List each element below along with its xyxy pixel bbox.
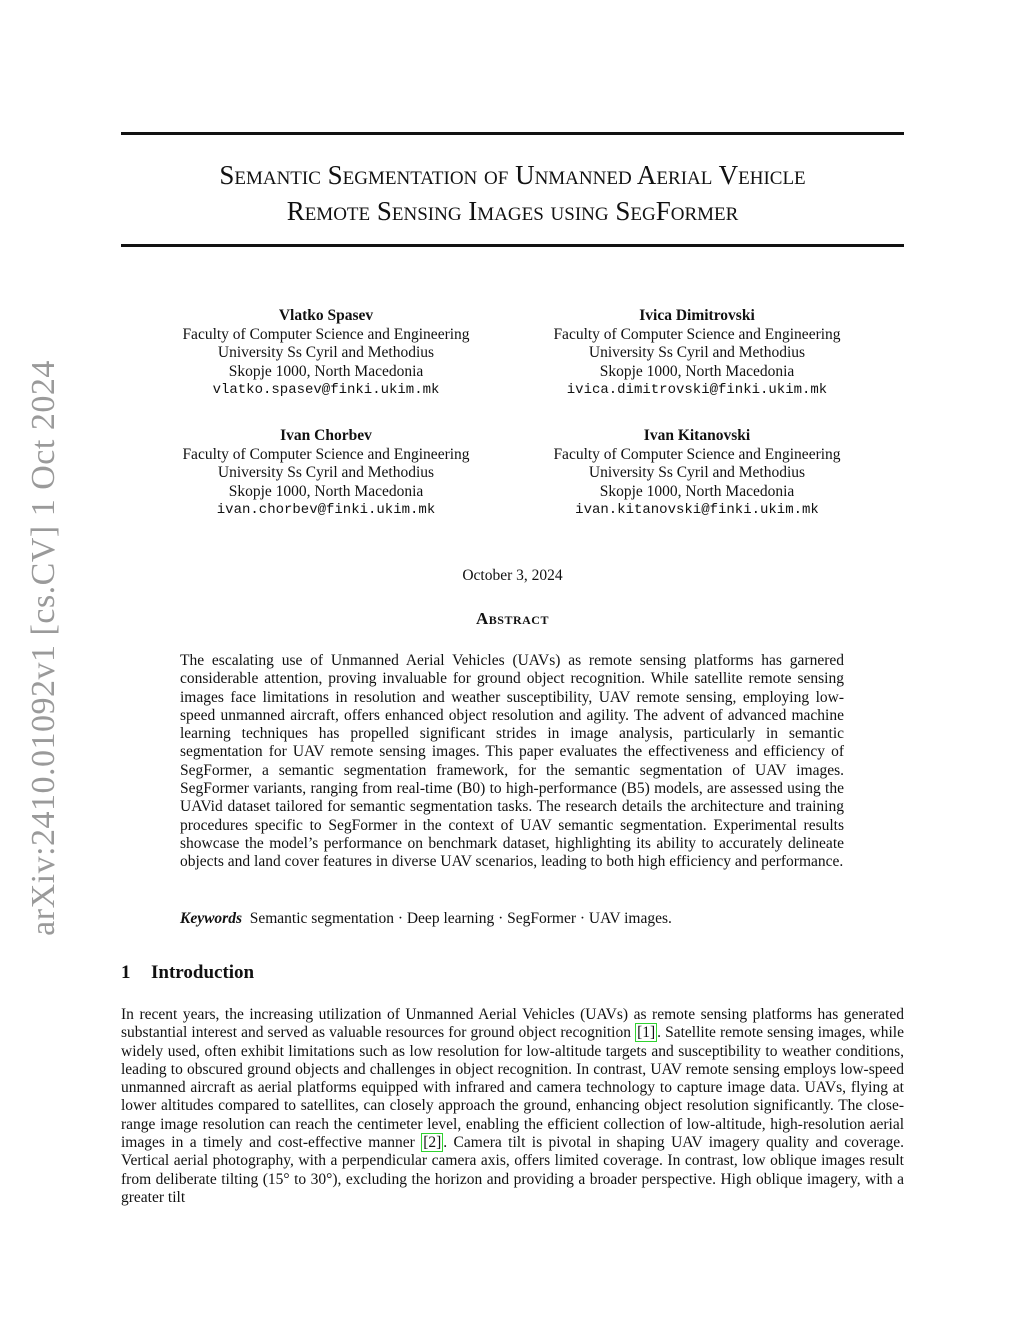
title-rule-top — [121, 132, 904, 135]
author-university: University Ss Cyril and Methodius — [217, 464, 435, 481]
title-rule-bottom — [121, 244, 904, 247]
intro-text-part-1: In recent years, the increasing utilization of Unmanned Aerial Vehicles (UAVs) as remote sensing platforms has generated substantial interest and served as valuable resources for ground object recognition — [121, 1006, 904, 1042]
author-block — [517, 307, 877, 400]
author-block — [146, 307, 506, 400]
author-city: Skopje 1000, North Macedonia — [599, 362, 795, 380]
section-heading — [121, 962, 254, 984]
author-email[interactable]: ivan.kitanovski@finki.ukim.mk — [575, 502, 819, 518]
intro-text-part-2: . Satellite remote sensing images, while widely used, often exhibit limitations such as low resolution for low-altitude targets and susceptibility to weather conditions, leading to obscured ground objects and challenges in object recognition. In contrast, UAV remote sensing employs low-speed unmanned aircraft as aerial platforms equipped with infrared and camera technology to capture image data. UAVs, flying at lower altitudes compared to satellites, can closely approach the ground, enhancing object resolution significantly. The close-range image resolution can reach the centimeter level, enabling the efficient collection of low-altitude, high-resolution aerial images in a timely and cost-effective manner — [121, 1024, 904, 1152]
publication-date: October 3, 2024 — [462, 567, 563, 584]
author-university: University Ss Cyril and Methodius — [217, 344, 435, 361]
paper-title — [121, 157, 904, 229]
author-affiliation: Faculty of Computer Science and Engineering — [182, 445, 470, 463]
citation-link[interactable]: [1] — [637, 1024, 656, 1042]
author-affiliation: Faculty of Computer Science and Engineering — [553, 445, 841, 463]
author-email[interactable]: ivan.chorbev@finki.ukim.mk — [216, 502, 436, 518]
abstract-heading: Abstract — [476, 609, 549, 628]
keywords-label: Keywords — [180, 910, 242, 927]
author-city: Skopje 1000, North Macedonia — [228, 362, 424, 380]
author-university: University Ss Cyril and Methodius — [588, 344, 806, 361]
intro-text-part-3: . Camera tilt is pivotal in shaping UAV imagery quality and coverage. Vertical aerial photography, with a perpendicular camera axis, offers limited coverage. In contrast, low oblique images result from deliberate tilting (15° to 30°), excluding the horizon and providing a broader perspective. High oblique imagery, with a greater tilt — [121, 1134, 905, 1206]
keywords-line — [180, 910, 844, 928]
keywords-text: Semantic segmentation · Deep learning · SegFormer · UAV images. — [249, 910, 672, 927]
author-block — [146, 427, 506, 520]
author-name: Ivica Dimitrovski — [639, 307, 755, 324]
author-university: University Ss Cyril and Methodius — [588, 464, 806, 481]
title-line-1: Semantic Segmentation of Unmanned Aerial Vehicle — [219, 160, 806, 190]
citation-link[interactable]: [2] — [423, 1134, 442, 1152]
author-affiliation: Faculty of Computer Science and Engineering — [182, 325, 470, 343]
section-number: 1 — [121, 962, 131, 983]
author-city: Skopje 1000, North Macedonia — [228, 482, 424, 500]
author-email[interactable]: ivica.dimitrovski@finki.ukim.mk — [566, 382, 828, 398]
section-title: Introduction — [151, 962, 255, 983]
author-name: Ivan Kitanovski — [643, 427, 751, 444]
author-block — [517, 427, 877, 520]
author-email[interactable]: vlatko.spasev@finki.ukim.mk — [212, 382, 440, 398]
author-affiliation: Faculty of Computer Science and Engineering — [553, 325, 841, 343]
abstract-text: The escalating use of Unmanned Aerial Vehicles (UAVs) as remote sensing platforms has garnered considerable attention, proving invaluable for ground object recognition. While satellite remote sensing images face limitations in resolution and weather susceptibility, UAV remote sensing, employing low-speed unmanned aircraft, offers enhanced object resolution and agility. The advent of advanced machine learning techniques has propelled significant strides in image analysis, particularly in semantic segmentation for UAV remote sensing images. This paper evaluates the effectiveness and efficiency of SegFormer, a semantic segmentation framework, for the semantic segmentation of UAV images. SegFormer variants, ranging from real-time (B0) to high-performance (B5) models, are assessed using the UAVid dataset tailored for semantic segmentation tasks. The research details the architecture and training procedures specific to SegFormer in the context of UAV semantic segmentation. Experimental results showcase the model’s performance on benchmark dataset, highlighting its ability to accurately delineate objects and land cover features in diverse UAV scenarios, leading to both high efficiency and performance. — [180, 652, 844, 871]
arxiv-identifier: arXiv:2410.01092v1 [cs.CV] 1 Oct 2024 — [25, 360, 62, 936]
author-name: Vlatko Spasev — [278, 307, 374, 324]
author-name: Ivan Chorbev — [280, 427, 372, 444]
title-line-2: Remote Sensing Images using SegFormer — [286, 196, 739, 226]
author-city: Skopje 1000, North Macedonia — [599, 482, 795, 500]
introduction-paragraph — [121, 1006, 904, 1207]
